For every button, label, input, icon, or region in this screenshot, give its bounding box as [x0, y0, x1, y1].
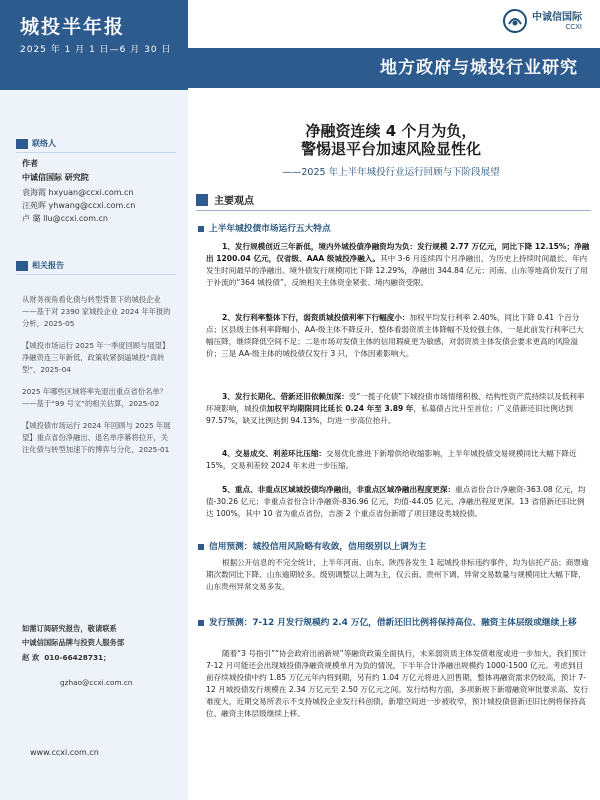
author-line[interactable]: 汪苑晖 yhwang@ccxi.com.cn	[22, 201, 136, 210]
section-heading-text: 发行预测：7-12 月发行规模约 2.4 万亿，借新还旧比例将保持高位、融资主体层级或继续上移	[209, 618, 577, 628]
author-line[interactable]: 卢 璐 llu@ccxi.com.cn	[22, 214, 108, 223]
divider	[16, 274, 176, 275]
key-points-icon	[196, 194, 208, 206]
contact-person	[22, 653, 110, 663]
paragraph	[206, 557, 590, 593]
paragraph-body: 交易优化推进下新增供给收缩影响，上半年城投债交易规模同比大幅下降近 15%，交易利差较 2024 年末进一步压缩。	[206, 449, 577, 471]
report-title: 城投半年报	[20, 16, 126, 38]
logo-text: 中诚信国际	[532, 11, 582, 23]
key-points-heading	[196, 192, 254, 207]
paragraph-body: 受“一揽子化债”下城投债市场情绪积极、结构性资产荒持续以及低利率环境影响，城投债	[206, 392, 585, 414]
subscribe-line: 如需订阅研究报告，敬请联系	[22, 624, 117, 633]
report-headline-line1: 净融资连续 4 个月为负，	[305, 122, 477, 140]
author-line[interactable]: 袁海霞 hxyuan@ccxi.com.cn	[22, 188, 134, 197]
contact-name: 赵 欢	[22, 653, 40, 662]
bullet-icon	[198, 620, 204, 626]
section-heading-text: 信用预测：城投信用风险略有收敛，信用级别以上调为主	[209, 542, 427, 552]
company-logo	[502, 8, 582, 34]
paragraph-body: 随着“3 号指引”“协会政府出函新规”等融资政策全面执行，未来弱资质主体发债难度或进一步加大，我们预计 7-12 月可能还会出现城投债净融资规模单月为负的情况，下半年合计净融出规模约 1000-1500 亿元。考虑到目前存续城投债中约 1.85 万亿元年内将到期，另有约 1.04 万亿元将进入回售期，整体再融资需求仍较高，预计 7-12 月城投债发行规模在 2.34 万亿元至 2.50 万亿元之间。发行结构方面，多项新规下新增融资审批要求高、发行难度大，近期交易所表示不支持城投企业发行科创债，新增空间进一步被收窄，预计城投债借新还旧比例将保持高位、融资主体层级继续上移。	[206, 649, 589, 719]
logo-subtext: CCXI	[565, 22, 582, 31]
paragraph	[206, 448, 590, 472]
paragraph-highlight: 加权平均期限同比延长 0.24 年至 3.89 年	[266, 404, 414, 414]
subscribe-dept: 中诚信国际品牌与投资人服务部	[22, 638, 125, 647]
key-points-label: 主要观点	[214, 196, 254, 207]
ccxi-logo-icon	[502, 8, 528, 34]
bullet-icon	[198, 544, 204, 550]
paragraph-lead: 4、交易成交、利差环比压缩：	[222, 449, 327, 458]
divider	[16, 152, 176, 153]
paragraph-body: 根据公开信息的不完全统计，上半年河南、山东、陕西各发生 1 起城投非标违约事件，均为信托产品；商票逾期次数同比下降、山东逾期较多。级别调整以上调为主，仅云南、贵州下调。异常交易数量与规模同比大幅下降，山东贵州异常交易多发。	[206, 558, 589, 592]
related-report-item[interactable]: 2025 年哪些区域将率先退出重点省份名单？——基于“99 号文”的相关估算，2025-02	[22, 387, 167, 409]
contact-phone[interactable]: 010-66428731；	[44, 653, 111, 662]
related-heading	[16, 260, 64, 271]
paragraph-body: ，私募债占比升至首位；广义借新还旧比例达到 97.57%，缺叉比例达到 94.13%，均进一步高位抬升。	[206, 404, 573, 426]
main-content	[196, 90, 600, 800]
divider	[196, 210, 591, 211]
authors-org-label: 作者	[22, 159, 38, 168]
related-report-item[interactable]: 从财务视角看化债与转型背景下的城投企业——基于对 2390 家城投企业 2024 年年报的分析，2025-05	[22, 295, 171, 329]
section-heading	[198, 223, 590, 235]
paragraph	[206, 648, 590, 721]
paragraph-body: 加权平均发行利率 2.40%，同比下降 0.41 个百分点；区县级主体利率降幅小，AA-级主体不降反升，整体看弱资质主体降幅不及较强主体，一是此前发行利率已大幅压降，继续降低空间不足；二是市场对发债主体的信用瑕疵更为敏感，对弱资质主体发债会要求更高的风险溢价；三是 AA-级主体的城投债仅发行 3 只，个体因素影响大。	[206, 313, 584, 359]
section-heading-text: 上半年城投债市场运行五大特点	[209, 224, 331, 234]
paragraph-lead: 2、发行利率整体下行，弱资质城投债利率下行幅度小：	[222, 313, 410, 322]
paragraph-body: 其中 3-6 月连续四个月净融出，为历史上持续时间最长、年内发生时间最早的净融出。境外债发行规模同比下降 12.29%，净融出 344.84 亿元；河南、山东等地高价发行了用于补流的“364 城投债”，反映相关主体资金紧张、境内融资受限。	[206, 254, 588, 288]
report-category: 地方政府与城投行业研究	[380, 58, 578, 78]
sidebar	[0, 90, 188, 800]
website-link[interactable]: www.ccxi.com.cn	[30, 748, 99, 757]
contacts-heading-label: 联络人	[32, 139, 56, 148]
related-reports-icon	[16, 261, 28, 271]
contacts-heading	[16, 138, 56, 149]
related-report-item[interactable]: 【城投债市场运行 2024 年回顾与 2025 年展望】重点省份净融出、退名单序幕将拉开，关注化债与转型加速下的博弈与分化，2025-01	[22, 421, 171, 455]
paragraph-body: 重点省份合计净融资-363.08 亿元，均值-30.26 亿元；非重点省份合计净融资-836.96 亿元，均值-44.05 亿元，净融出程度更深。13 省借新还旧比例达 100%，其中 10 省为重点省份，吉浙 2 个重点省份新增了项目建设类城投债。	[206, 485, 586, 519]
header-title-block	[0, 0, 188, 90]
report-subtitle: ——2025 年上半年城投行业运行回顾与下阶段展望	[282, 167, 500, 178]
report-header	[0, 0, 600, 90]
paragraph-lead: 1、发行规模创近三年新低，境内外城投债净融资均为负：发行规模 2.77 万亿元，同比下降 12.15%；净融出 1200.04 亿元，仅省级、AAA 级城投净融入。	[206, 242, 590, 264]
related-heading-label: 相关报告	[32, 261, 64, 270]
paragraph	[206, 312, 590, 360]
bullet-icon	[198, 226, 204, 232]
report-headline-line2: 警惕退平台加速风险显性化	[300, 140, 481, 158]
contacts-icon	[16, 139, 28, 149]
authors-org: 中诚信国际 研究院	[22, 173, 89, 182]
contact-email[interactable]: gzhao@ccxi.com.cn	[60, 678, 133, 687]
paragraph	[206, 241, 590, 289]
section-heading	[198, 541, 590, 553]
paragraph	[206, 484, 590, 520]
paragraph-lead: 3、发行长期化、借新还旧依赖加深：	[222, 392, 349, 401]
paragraph	[206, 391, 590, 427]
section-heading	[198, 617, 590, 629]
related-report-item[interactable]: 【城投市场运行 2025 年一季度回顾与展望】净融资连三年新低，政策收紧倒逼城投“真转型”，2025-04	[22, 341, 170, 375]
report-date-range: 2025 年 1 月 1 日—6 月 30 日	[20, 45, 172, 55]
paragraph-lead: 5、重点、非重点区域城投债均净融出，非重点区域净融出程度更深：	[222, 485, 456, 494]
